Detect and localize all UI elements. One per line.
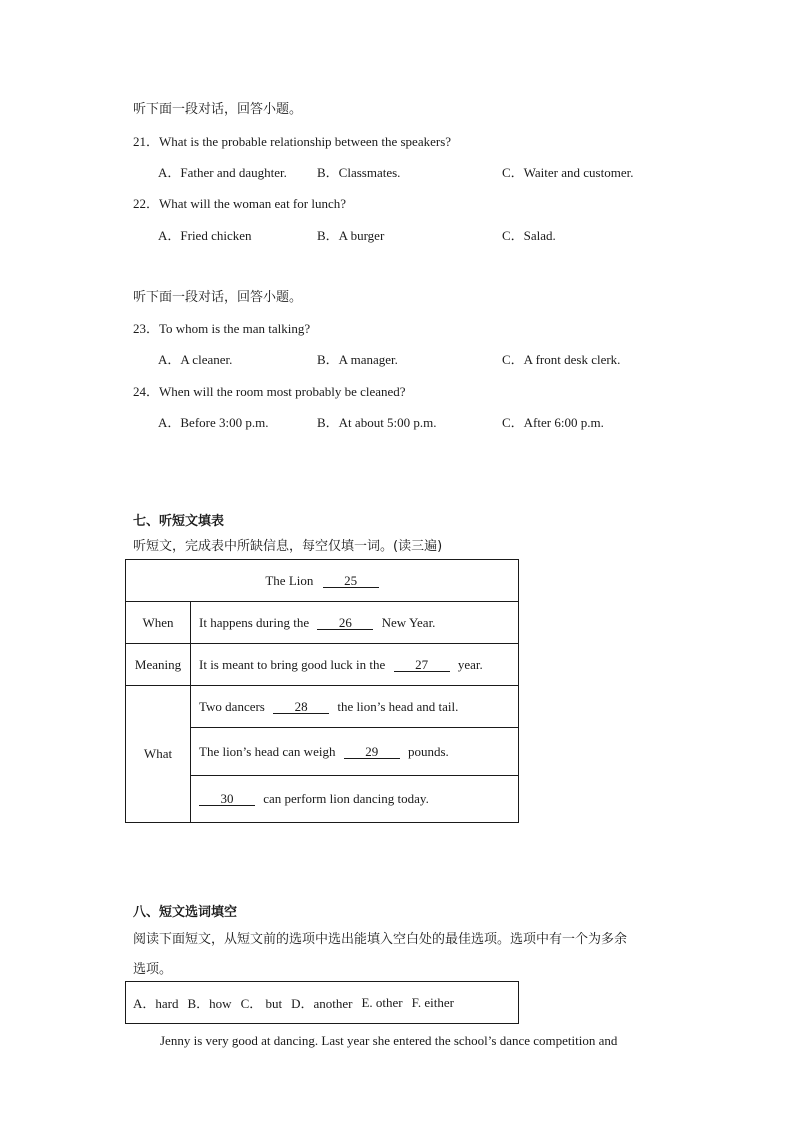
table-row-what-1 xyxy=(126,686,519,728)
word-option-c: C． but xyxy=(240,996,283,1011)
q22-option-b: B．A burger xyxy=(317,228,385,243)
blank-26: 26 xyxy=(317,616,373,630)
blank-30: 30 xyxy=(199,792,255,806)
section-8-instruction-line-2: 选项。 xyxy=(133,962,173,977)
q22-option-a: A．Fried chicken xyxy=(158,228,252,243)
what1-text-post: the lion’s head and tail. xyxy=(337,698,459,714)
meaning-text-pre: It is meant to bring good luck in the xyxy=(199,656,386,672)
section-8-instruction-line-1: 阅读下面短文，从短文前的选项中选出能填入空白处的最佳选项。选项中有一个为多余 xyxy=(133,932,628,947)
blank-25: 25 xyxy=(323,574,379,588)
what2-text-pre: The lion’s head can weigh xyxy=(199,743,336,759)
row-label-when: When xyxy=(126,602,191,644)
question-22: 22．What will the woman eat for lunch? xyxy=(133,196,346,211)
q21-option-c: C．Waiter and customer. xyxy=(502,165,634,180)
q23-option-c: C．A front desk clerk. xyxy=(502,352,621,367)
when-text-post: New Year. xyxy=(381,614,436,630)
table-title: The Lion xyxy=(265,572,314,588)
passage-line-1: Jenny is very good at dancing. Last year she entered the school’s dance competition and xyxy=(160,1033,618,1048)
blank-27: 27 xyxy=(394,658,450,672)
blank-29: 29 xyxy=(344,745,400,759)
question-21: 21．What is the probable relationship between the speakers? xyxy=(133,134,452,149)
q21-option-b: B．Classmates. xyxy=(317,165,401,180)
q21-option-a: A．Father and daughter. xyxy=(158,165,287,180)
word-options-box xyxy=(125,981,519,1024)
q22-option-c: C．Salad. xyxy=(502,228,556,243)
q24-option-c: C．After 6:00 p.m. xyxy=(502,415,604,430)
section-7-heading: 七、听短文填表 xyxy=(133,514,225,529)
question-23: 23．To whom is the man talking? xyxy=(133,321,311,336)
meaning-text-post: year. xyxy=(457,656,483,672)
row-label-what: What xyxy=(126,686,191,823)
q24-option-b: B．At about 5:00 p.m. xyxy=(317,415,437,430)
what2-text-post: pounds. xyxy=(407,743,449,759)
section-8-heading: 八、短文选词填空 xyxy=(133,905,238,920)
word-option-e: E. other xyxy=(361,994,403,1010)
blank-28: 28 xyxy=(273,700,329,714)
word-option-d: D．another xyxy=(291,996,353,1011)
word-option-f: F. either xyxy=(411,994,454,1010)
when-text-pre: It happens during the xyxy=(199,614,310,630)
instruction-listen-dialogue-1: 听下面一段对话，回答小题。 xyxy=(133,102,303,117)
table-row-meaning xyxy=(126,644,519,686)
q23-option-a: A．A cleaner. xyxy=(158,352,233,367)
fill-in-table xyxy=(125,559,519,823)
table-title-row xyxy=(126,560,519,602)
word-option-b: B．how xyxy=(187,996,232,1011)
section-7-instruction: 听短文，完成表中所缺信息，每空仅填一词。(读三遍) xyxy=(133,539,443,554)
what3-text-post: can perform lion dancing today. xyxy=(263,791,429,806)
question-24: 24．When will the room most probably be cleaned? xyxy=(133,384,406,399)
instruction-listen-dialogue-2: 听下面一段对话，回答小题。 xyxy=(133,290,303,305)
row-label-meaning: Meaning xyxy=(126,644,191,686)
what1-text-pre: Two dancers xyxy=(199,698,265,714)
q24-option-a: A．Before 3:00 p.m. xyxy=(158,415,269,430)
word-option-a: A．hard xyxy=(133,996,179,1011)
q23-option-b: B．A manager. xyxy=(317,352,398,367)
table-row-when xyxy=(126,602,519,644)
